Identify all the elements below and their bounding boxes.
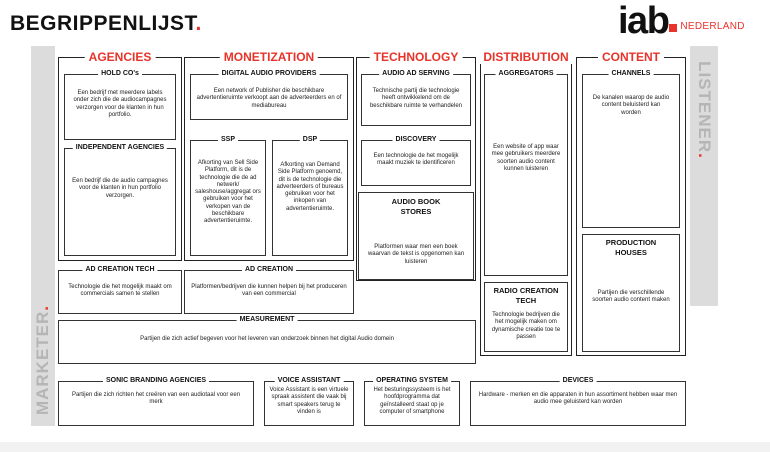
independent-agencies-box — [64, 148, 176, 256]
radio-creation-tech-text: Technologie bedrijven die het mogelijk maken om dynamische creatie toe te passen — [491, 312, 561, 340]
audio-ad-serving-text: Technische partij die technologie heeft ontwikkelend om de beschikbare ruimte te verhandelen — [369, 88, 463, 109]
discovery-text: Een technologie de het mogelijk maakt muziek te identificeren — [373, 153, 459, 167]
channels-title: CHANNELS — [609, 69, 654, 78]
sonic-branding-agencies-title: SONIC BRANDING AGENCIES — [103, 376, 209, 385]
marketer-axis-label: MARKETER. — [33, 304, 52, 416]
listener-axis-label: LISTENER. — [695, 61, 714, 159]
production-houses-text: Partijen die verschillende soorten audio content maken — [592, 290, 670, 304]
sonic-branding-agencies-text: Partijen die zich richten het creëren van een audiotaal voor een merk — [71, 392, 241, 406]
channels-text: De kanalen waarop de audio content beluisterd kan worden — [592, 95, 670, 116]
production-houses-title: PRODUCTION HOUSES — [605, 238, 657, 257]
audio-ad-serving-title: AUDIO AD SERVING — [379, 69, 453, 78]
audio-book-stores-title: AUDIO BOOK STORES — [391, 197, 441, 216]
agencies-heading: AGENCIES — [85, 50, 156, 64]
devices-title: DEVICES — [560, 376, 597, 385]
ad-creation-title: AD CREATION — [242, 265, 296, 274]
radio-creation-tech-title: RADIO CREATION TECH — [493, 286, 559, 305]
independent-agencies-title: INDEPENDENT AGENCIES — [73, 143, 167, 152]
logo-suffix: NEDERLAND — [680, 21, 745, 32]
dsp-title: DSP — [300, 135, 320, 144]
technology-heading: TECHNOLOGY — [370, 50, 463, 64]
monetization-heading: MONETIZATION — [220, 50, 318, 64]
digital-audio-providers-text: Een network of Publisher die beschikbare advertentieruimte verkoopt aan de adverteerders en of mediabureau — [196, 88, 342, 109]
discovery-title: DISCOVERY — [393, 135, 440, 144]
operating-system-title: OPERATING SYSTEM — [373, 376, 451, 385]
digital-audio-providers-title: DIGITAL AUDIO PROVIDERS — [219, 69, 320, 78]
aggregators-text: Een website of app waar mee gebruikers meerdere soorten audio content kunnen luisteren — [491, 144, 561, 172]
voice-assistant-title: VOICE ASSISTANT — [275, 376, 344, 385]
operating-system-text: Het besturingssysteem is het hoofdprogramma dat geïnstalleerd staat op je computer of smartphone — [373, 387, 451, 415]
independent-agencies-text: Een bedrijf die de audio campagnes voor de klanten in hun portfolio verzorgen. — [72, 178, 168, 199]
devices-text: Hardware - merken en die apparaten in hun assortiment hebben waar men audio mee geluisterd kan worden — [478, 392, 678, 406]
dsp-text: Afkorting van Demand Side Platform genoemd, dit is de technologie die adverteerders of bureaus gebruiken voor het inkopen van advertentieruimte. — [276, 162, 344, 212]
hold-cos-title: HOLD CO's — [98, 69, 142, 78]
distribution-heading: DISTRIBUTION — [479, 50, 572, 64]
logo-dot — [669, 24, 677, 32]
aggregators-title: AGGREGATORS — [496, 69, 557, 78]
measurement-text: Partijen die zich actief begeven voor het leveren van onderzoek binnen het digital Audio domein — [140, 336, 394, 342]
footer-strip — [0, 442, 770, 452]
hold-cos-text: Een bedrijf met meerdere labels onder zich die de audiocampagnes verzorgen voor de klanten in hun portfolio. — [73, 90, 167, 118]
logo-text: iab — [618, 0, 669, 42]
audio-book-stores-text: Platformen waar men een boek waarvan de tekst is opgenomen kan luisteren — [367, 244, 465, 265]
ad-creation-text: Platformen/bedrijven die kunnen helpen bij het produceren van een commercial — [191, 284, 347, 298]
measurement-title: MEASUREMENT — [237, 315, 298, 324]
page-title: BEGRIPPENLIJST. — [10, 12, 202, 35]
voice-assistant-text: Voice Assistant is een virtuele spraak assistent die vaak bij smart speakers terug te vinden is — [269, 387, 349, 415]
ssp-text: Afkorting van Sell Side Platform, dit is de technologie die de ad netwerk/ saleshouse/aggregat ors gebruiken voor het verkopen van de beschikbare advertentieruimte. — [195, 160, 261, 225]
ad-creation-tech-title: AD CREATION TECH — [82, 265, 157, 274]
content-heading: CONTENT — [598, 50, 664, 64]
ad-creation-tech-text: Technologie die het mogelijk maakt om commercials samen te stellen — [68, 284, 172, 298]
iab-logo — [618, 0, 745, 42]
ssp-title: SSP — [218, 135, 238, 144]
aggregators-box — [484, 74, 568, 276]
